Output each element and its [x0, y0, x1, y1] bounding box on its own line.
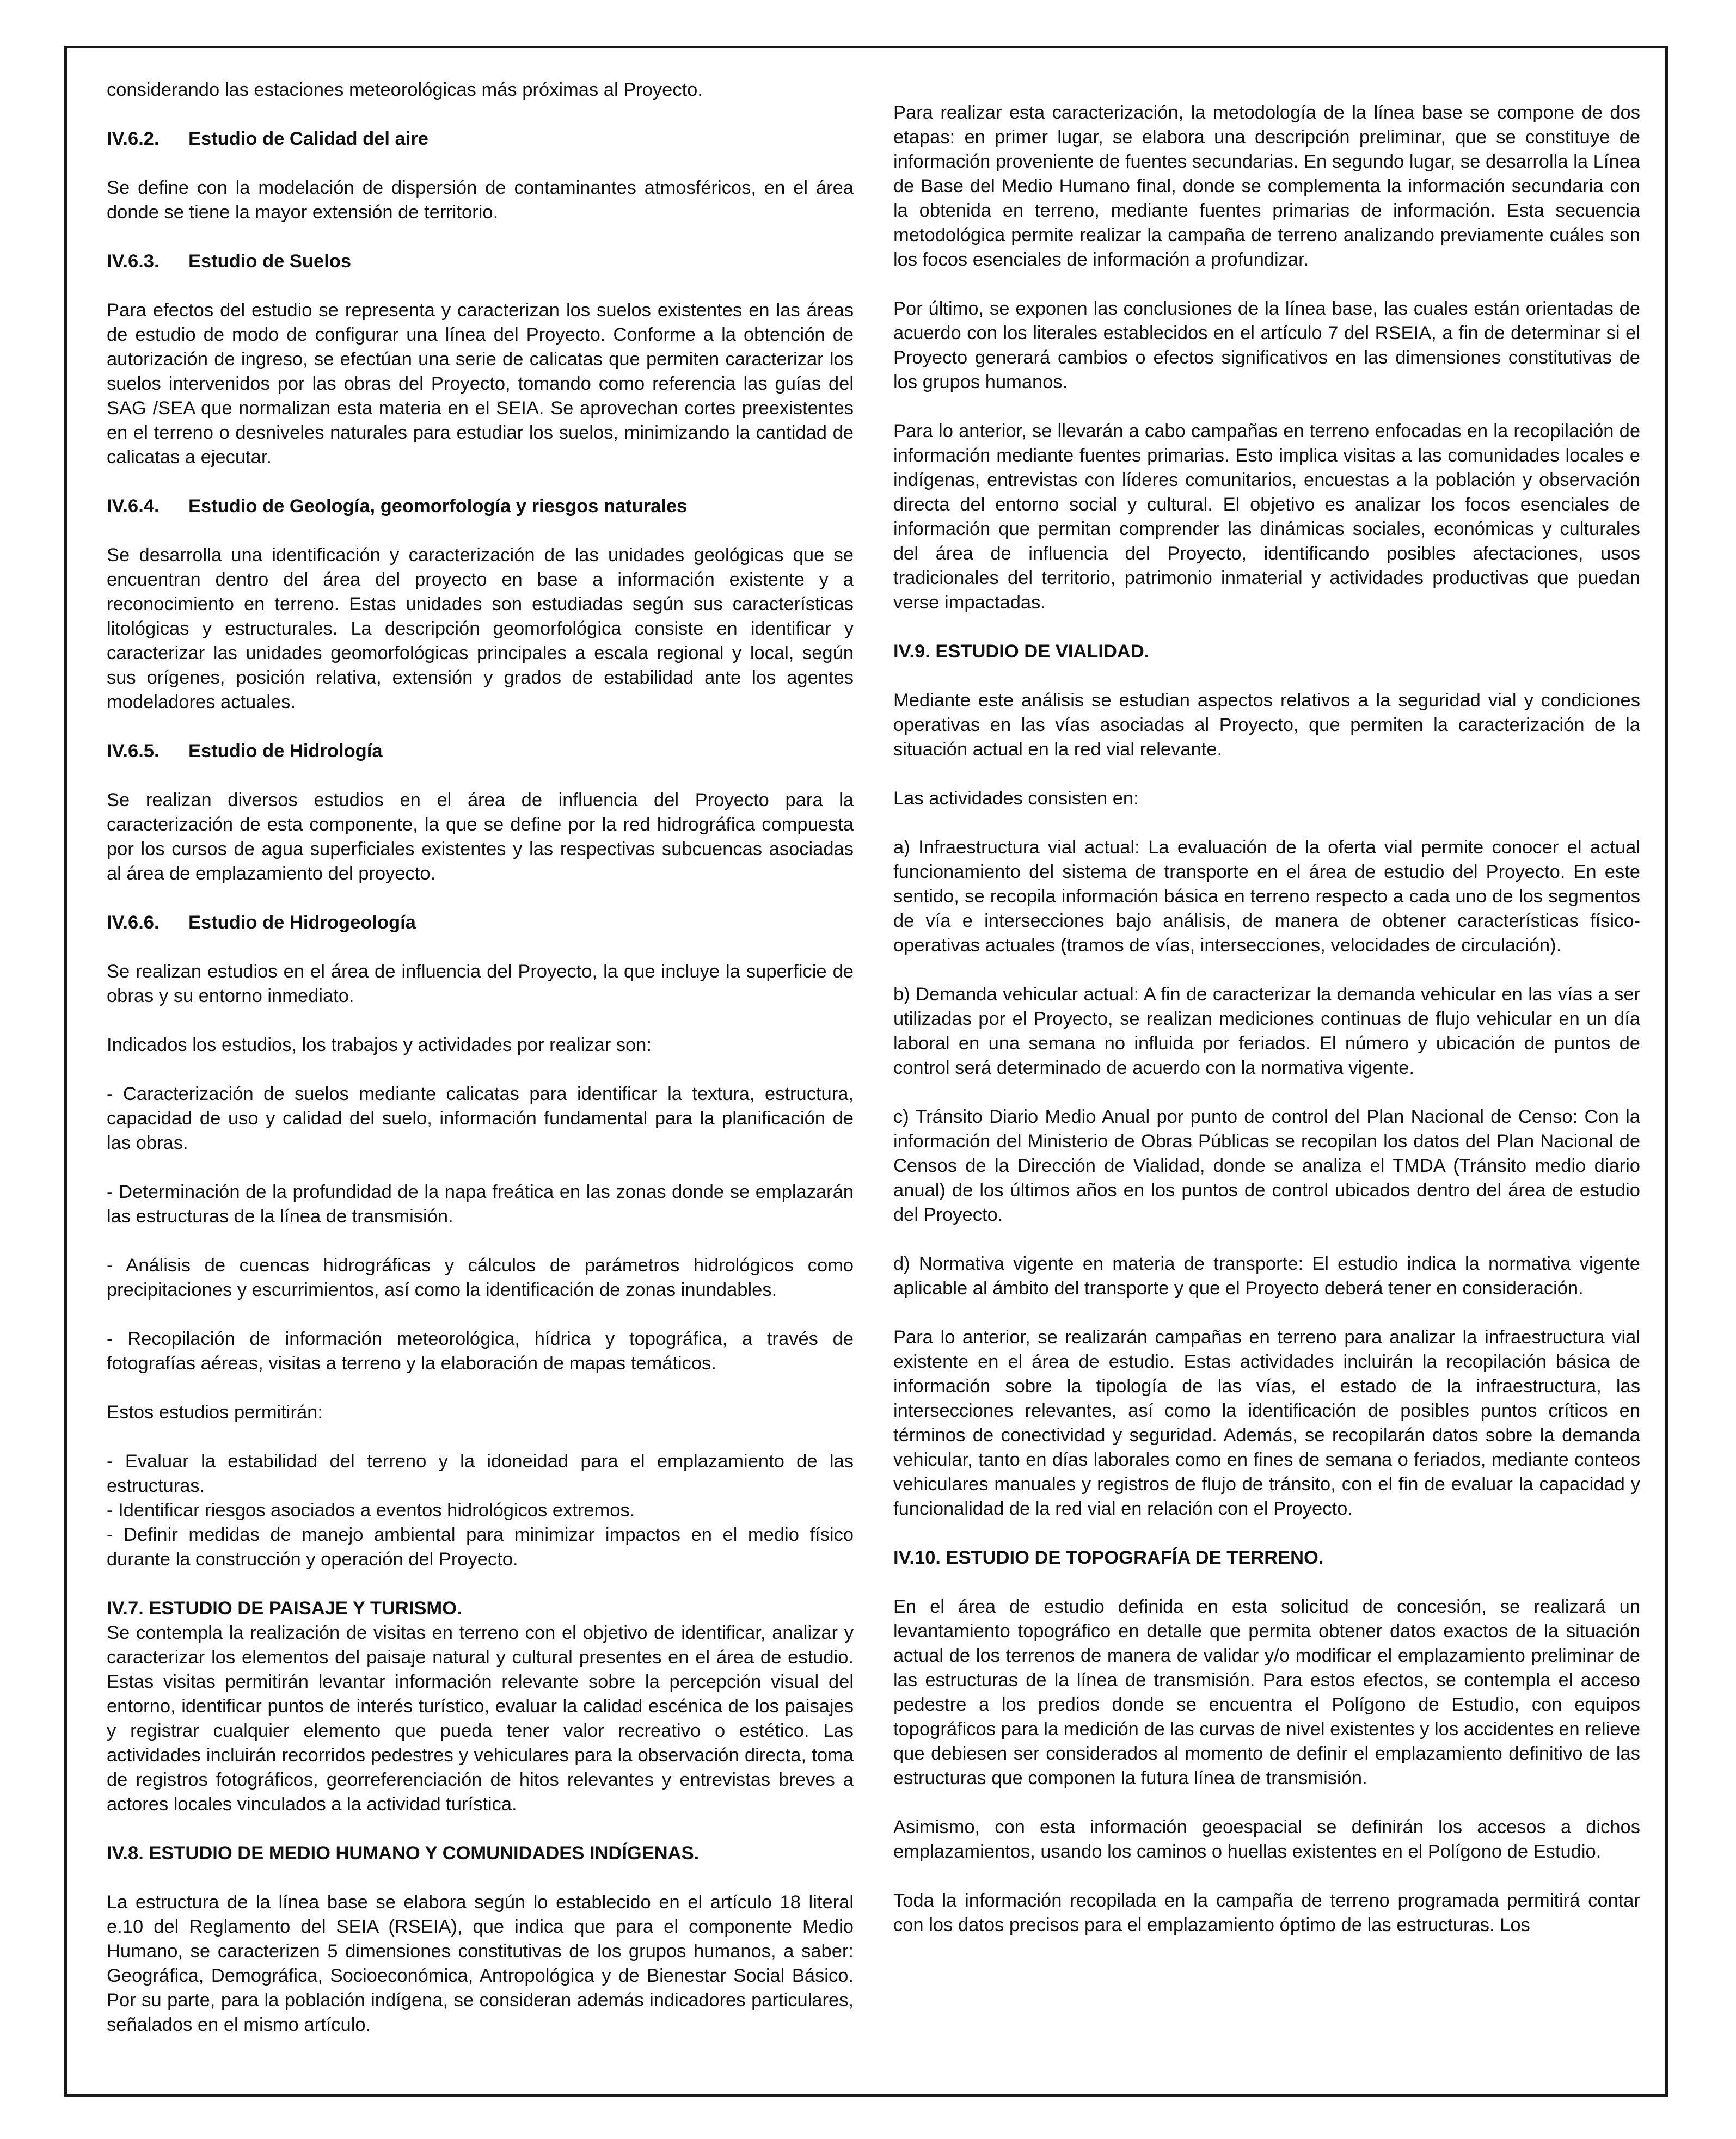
right-column	[893, 101, 1640, 1938]
section-title: Estudio de Hidrología	[188, 741, 383, 761]
list-item: - Identificar riesgos asociados a eventos hidrológicos extremos.	[107, 1500, 635, 1521]
section-heading-iv63	[107, 249, 854, 274]
paragraph-asimismo: Asimismo, con esta información geoespacial se definirán los accesos a dichos emplazamientos, usando los caminos o huellas existentes en el Polígono de Estudio.	[893, 1817, 1640, 1862]
section-number: IV.6.6.	[107, 912, 160, 933]
paragraph-vialidad-campanas: Para lo anterior, se realizarán campañas en terreno para analizar la infraestructura vial existente en el área de estudio. Estas actividades incluirán la recopilación básica de información sobre la tipología de las vías, el estado de la infraestructura, las intersecciones relevantes, así como la identificación de posibles puntos críticos en términos de conectividad y seguridad. Además, se recopilarán datos sobre la demanda vehicular, tanto en días laborales como en fines de semana o feriados, mediante conteos vehiculares manuales y registros de flujo de tránsito, con el fin de evaluar la capacidad y funcionalidad de la red vial en relación con el Proyecto.	[893, 1327, 1640, 1519]
paragraph-vialidad: Mediante este análisis se estudian aspectos relativos a la seguridad vial y condiciones operativas en las vías asociadas al Proyecto, que permiten la caracterización de la situación actual en la red vial relevante.	[893, 690, 1640, 760]
paragraph-calidad-aire: Se define con la modelación de dispersión de contaminantes atmosféricos, en el área donde se tiene la mayor extensión de territorio.	[107, 177, 854, 223]
paragraph-intro: considerando las estaciones meteorológicas más próximas al Proyecto.	[107, 79, 703, 100]
left-column	[107, 78, 854, 2037]
paragraph-toda: Toda la información recopilada en la campaña de terreno programada permitirá contar con los datos precisos para el emplazamiento óptimo de las estructuras. Los	[893, 1890, 1640, 1935]
list-item: - Evaluar la estabilidad del terreno y la idoneidad para el emplazamiento de las estructuras.	[107, 1451, 854, 1496]
section-title: Estudio de Calidad del aire	[188, 128, 428, 149]
paragraph-campanas: Para lo anterior, se llevarán a cabo campañas en terreno enfocadas en la recopilación de información mediante fuentes primarias. Esto implica visitas a las comunidades locales e indígenas, entrevistas con líderes comunitarios, encuestas a la población y observación directa del entorno social y cultural. El objetivo es analizar los focos esenciales de información que permitan comprender las dinámicas sociales, económicas y culturales del área de influencia del Proyecto, identificando posibles afectaciones, usos tradicionales del territorio, patrimonio inmaterial y actividades productivas que puedan verse impactadas.	[893, 421, 1640, 613]
paragraph-suelos: Para efectos del estudio se representa y caracterizan los suelos existentes en las áreas de estudio de modo de configurar una línea del Proyecto. Conforme a la obtención de autorización de ingreso, se efectúan una serie de calicatas que permiten caracterizar los suelos intervenidos por las obras del Proyecto, tomando como referencia las guías del SAG /SEA que normalizan esta materia en el SEIA. Se aprovechan cortes preexistentes en el terreno o desniveles naturales para estudiar los suelos, minimizando la cantidad de calicatas a ejecutar.	[107, 300, 854, 468]
list-item: c) Tránsito Diario Medio Anual por punto de control del Plan Nacional de Censo: Con la información del Ministerio de Obras Públicas se recopilan los datos del Plan Nacional de Censos de la Dirección de Vialidad, donde se analiza el TMDA (Tránsito medio diario anual) de los últimos años en los puntos de control ubicados dentro del área de estudio del Proyecto.	[893, 1107, 1640, 1225]
section-heading-iv66	[107, 911, 854, 935]
section-number: IV.6.4.	[107, 496, 160, 517]
section-title: Estudio de Geología, geomorfología y riesgos naturales	[188, 496, 688, 517]
section-number: IV.6.5.	[107, 741, 160, 761]
paragraph-indicados: Indicados los estudios, los trabajos y actividades por realizar son:	[107, 1035, 652, 1055]
paragraph-hidrologia: Se realizan diversos estudios en el área de influencia del Proyecto para la caracterización de esta componente, la que se define por la red hidrográfica compuesta por los cursos de agua superficiales existentes y las respectivas subcuencas asociadas al área de emplazamiento del proyecto.	[107, 790, 854, 884]
section-heading-iv65	[107, 739, 854, 764]
section-title: Estudio de Suelos	[188, 251, 352, 272]
paragraph-permitiran: Estos estudios permitirán:	[107, 1402, 323, 1423]
paragraph-caracterizacion: Para realizar esta caracterización, la metodología de la línea base se compone de dos etapas: en primer lugar, se elabora una descripción preliminar, que se constituye de información proveniente de fuentes secundarias. En segundo lugar, se desarrolla la Línea de Base del Medio Humano final, donde se complementa la información secundaria con la obtenida en terreno, mediante fuentes primarias de información. Esta secuencia metodológica permite realizar la campaña de terreno analizando previamente cuáles son los focos esenciales de información a profundizar.	[893, 102, 1640, 270]
list-item: - Definir medidas de manejo ambiental para minimizar impactos en el medio físico durante la construcción y operación del Proyecto.	[107, 1525, 854, 1570]
paragraph-paisaje: Se contempla la realización de visitas en terreno con el objetivo de identificar, analizar y caracterizar los elementos del paisaje natural y cultural presentes en el área de estudio. Estas visitas permitirán levantar información relevante sobre la percepción visual del entorno, identificar puntos de interés turístico, evaluar la calidad escénica de los paisajes y registrar cualquier elemento que pueda tener valor recreativo o estético. Las actividades incluirán recorridos pedestres y vehiculares para la observación directa, toma de registros fotográficos, georreferenciación de hitos relevantes y entrevistas breves a actores locales vinculados a la actividad turística.	[107, 1622, 854, 1815]
list-item: - Determinación de la profundidad de la napa freática en las zonas donde se emplazarán las estructuras de la línea de transmisión.	[107, 1182, 854, 1227]
section-title: Estudio de Hidrogeología	[188, 912, 416, 933]
page-frame	[64, 46, 1668, 2097]
list-item: - Recopilación de información meteorológica, hídrica y topográfica, a través de fotografías aéreas, visitas a terreno y la elaboración de mapas temáticos.	[107, 1329, 854, 1374]
section-heading-iv10: IV.10. ESTUDIO DE TOPOGRAFÍA DE TERRENO.	[893, 1547, 1324, 1568]
section-heading-iv62	[107, 127, 854, 151]
paragraph-medio-humano: La estructura de la línea base se elabora según lo establecido en el artículo 18 literal e.10 del Reglamento del SEIA (RSEIA), que indica que para el componente Medio Humano, se caracterizen 5 dimensiones constitutivas de los grupos humanos, a saber: Geográfica, Demográfica, Socioeconómica, Antropológica y de Bienestar Social Básico. Por su parte, para la población indígena, se consideran además indicadores particulares, señalados en el mismo artículo.	[107, 1892, 854, 2035]
section-number: IV.6.3.	[107, 251, 160, 272]
list-item: - Análisis de cuencas hidrográficas y cálculos de parámetros hidrológicos como precipitaciones y escurrimientos, así como la identificación de zonas inundables.	[107, 1255, 854, 1300]
paragraph-geologia: Se desarrolla una identificación y caracterización de las unidades geológicas que se encuentran dentro del área del proyecto en base a información existente y a reconocimiento en terreno. Estas unidades son estudiadas según sus características litológicas y estructurales. La descripción geomorfológica consiste en identificar y caracterizar las unidades geomorfológicas principales a escala regional y local, según sus orígenes, posición relativa, extensión y grados de estabilidad ante los agentes modeladores actuales.	[107, 545, 854, 712]
section-heading-iv9: IV.9. ESTUDIO DE VIALIDAD.	[893, 641, 1150, 662]
list-item: b) Demanda vehicular actual: A fin de caracterizar la demanda vehicular en las vías a ser utilizadas por el Proyecto, se realizan mediciones continuas de flujo vehicular en un día laboral en una semana no influida por feriados. El número y ubicación de puntos de control será determinado de acuerdo con la normativa vigente.	[893, 984, 1640, 1078]
paragraph-ultimo: Por último, se exponen las conclusiones de la línea base, las cuales están orientadas de acuerdo con los literales establecidos en el artículo 7 del RSEIA, a fin de determinar si el Proyecto generará cambios o efectos significativos en las dimensiones constitutivas de los grupos humanos.	[893, 298, 1640, 392]
section-number: IV.6.2.	[107, 128, 160, 149]
section-heading-iv7: IV.7. ESTUDIO DE PAISAJE Y TURISMO.	[107, 1598, 462, 1619]
list-item: a) Infraestructura vial actual: La evaluación de la oferta vial permite conocer el actual funcionamiento del sistema de transporte en el área de estudio del Proyecto. En este sentido, se recopila información básica en terreno respecto a cada uno de los segmentos de vía e intersecciones bajo análisis, de manera de obtener características físico-operativas actuales (tramos de vías, intersecciones, velocidades de circulación).	[893, 837, 1640, 956]
list-item: - Caracterización de suelos mediante calicatas para identificar la textura, estructura, capacidad de uso y calidad del suelo, información fundamental para la planificación de las obras.	[107, 1084, 854, 1153]
paragraph-actividades: Las actividades consisten en:	[893, 788, 1139, 809]
section-heading-iv64	[107, 494, 854, 519]
paragraph-hidrogeologia: Se realizan estudios en el área de influencia del Proyecto, la que incluye la superficie de obras y su entorno inmediato.	[107, 961, 854, 1006]
list-item: d) Normativa vigente en materia de transporte: El estudio indica la normativa vigente aplicable al ámbito del transporte y que el Proyecto deberá tener en consideración.	[893, 1253, 1640, 1299]
paragraph-topografia: En el área de estudio definida en esta solicitud de concesión, se realizará un levantamiento topográfico en detalle que permita obtener datos exactos de la situación actual de los terrenos de manera de validar y/o modificar el emplazamiento preliminar de las estructuras de la línea de transmisión. Para estos efectos, se contempla el acceso pedestre a los predios donde se encuentra el Polígono de Estudio, con equipos topográficos para la medición de las curvas de nivel existentes y los accidentes en relieve que debiesen ser considerados al momento de definir el emplazamiento definitivo de las estructuras que componen la futura línea de transmisión.	[893, 1596, 1640, 1788]
section-heading-iv8: IV.8. ESTUDIO DE MEDIO HUMANO Y COMUNIDADES INDÍGENAS.	[107, 1843, 700, 1864]
